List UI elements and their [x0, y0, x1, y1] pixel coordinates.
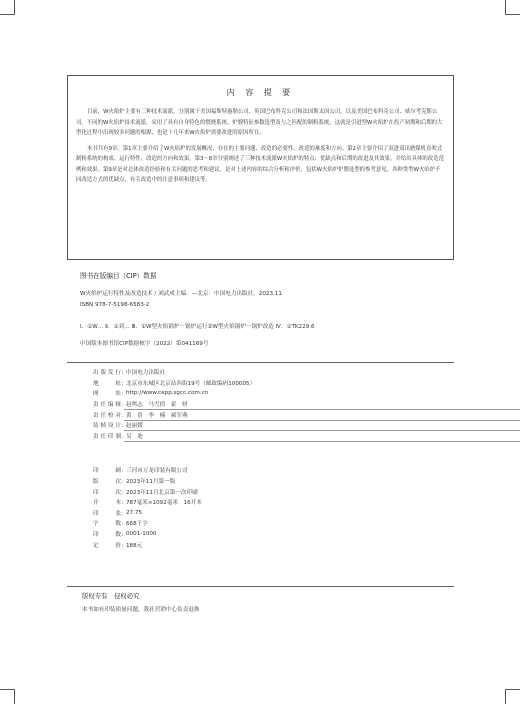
pub-label: 印 张: [93, 510, 121, 517]
pub-row: 版 次 ： 2023年11月第一版: [93, 476, 453, 487]
pub-value: 2023年11月北京第一次印刷: [126, 489, 198, 496]
pub-row: 印 数 ： 0001-1000: [93, 529, 453, 540]
cip-book-line: W火焰炉运行特性及改造技术 / 刘武成主编．—北京：中国电力出版社，2023.11: [80, 291, 282, 297]
pub-label: 印 数: [93, 532, 121, 539]
crop-mark-top-left: [0, 0, 15, 15]
pub-label: 定 价: [93, 542, 121, 549]
cip-record-number: 中国版本图书馆CIP数据核字（2022）第041169号: [80, 340, 209, 347]
website-link[interactable]: http://www.cepp.sgcc.com.cn: [126, 390, 209, 397]
pub-label: 责任编辑: [93, 402, 121, 409]
pub-label: 责任校对: [93, 412, 121, 419]
pub-label: 出版发行: [93, 370, 121, 377]
pub-label: 装帧设计: [93, 423, 121, 430]
pub-row: 网 址 ： http://www.cepp.sgcc.com.cn: [93, 388, 453, 399]
summary-paragraph-2: 本书共有9章。第1章主要介绍了W火焰炉的发展概况、存在的主要问题、改造的必要性、改造的难度和方向。第2章主要介绍了双进双出磨煤机直吹式制粉系统的构成、运行特性、改造的方向和效果。第3～8章分别阐述了三种技术流派W火焰炉的特点、优缺点和后期的改进及其效果，并给出具体的改造范例和效果。第9章是对总体改造经验和有关问题的思考和建议，是对上述内容的综合分析和评价，包括W火焰炉炉膛选型的参考意见，各种类型W火焰炉不同改造方式的优缺点，有关改造中的注意事项和建议等。: [76, 145, 444, 183]
pub-row: 地 址 ： 北京市东城区北京站西街19号（邮政编码100005）: [93, 378, 453, 389]
pub-row: 字 数 ： 668千字: [93, 518, 453, 529]
crop-mark-bottom-right: [505, 689, 520, 704]
cip-section: [80, 270, 460, 349]
pub-row: 印 张 ： 27.75: [93, 508, 453, 519]
pub-label: 地 址: [93, 380, 121, 387]
pub-row: 出版发行 ： 中国电力出版社: [93, 367, 453, 378]
pub-value: 中国电力出版社: [126, 370, 166, 377]
pub-value: 吴 迪: [126, 432, 453, 440]
pub-value: 188元: [126, 542, 143, 549]
pub-value: 三河市万龙印装有限公司: [126, 468, 188, 475]
pub-label: 版 次: [93, 479, 121, 486]
pub-label: 开 本: [93, 500, 121, 507]
pub-row: 责任编辑 ： 赵鸣志 马雪倩 霍 妍: [93, 399, 453, 410]
pub-value: 赵丽媛: [126, 421, 453, 429]
pub-row: 印 次 ： 2023年11月北京第一次印刷: [93, 486, 453, 497]
pub-value: 黄 蓓 李 楠 郝军燕: [126, 411, 453, 419]
publisher-info: [93, 367, 453, 550]
summary-box: [67, 75, 454, 260]
pub-row: 定 价 ： 188元: [93, 539, 453, 550]
cip-title: 图书在版编目（CIP）数据: [80, 272, 157, 280]
pub-label: 印 次: [93, 489, 121, 496]
pub-value: 668千字: [126, 521, 148, 528]
summary-title: 内 容 提 要: [226, 88, 295, 97]
pub-row: 印 刷 ： 三河市万龙印装有限公司: [93, 465, 453, 476]
pub-label: 网 址: [93, 391, 121, 398]
pub-row: 开 本 ： 787毫米×1092毫米 16开本: [93, 497, 453, 508]
pub-value: 0001-1000: [126, 531, 157, 538]
pub-label: 责任印制: [93, 433, 121, 440]
copyright-note: 本书如有印装质量问题，我社营销中心负责退换: [82, 607, 200, 613]
crop-mark-bottom-left: [0, 689, 15, 704]
pub-value: 27.75: [126, 509, 143, 516]
pub-label: 印 刷: [93, 468, 121, 475]
pub-label: 字 数: [93, 521, 121, 528]
pub-row: 装帧设计 ： 赵丽媛: [93, 420, 453, 431]
cip-isbn: ISBN 978-7-5198-6583-2: [80, 301, 150, 308]
divider-rule: [67, 586, 454, 587]
pub-row: 责任印制 ： 吴 迪: [93, 431, 453, 442]
crop-mark-top-right: [505, 0, 520, 15]
summary-paragraph-1: 目前，W火焰炉主要有三种技术流派，分别属于美国福斯特惠勒公司、英国巴布科克公司和法国斯太因公司，以及美国巴布科克公司、威尔考克斯公司。不同的W火焰炉技术流派，采用了具有自身特色的燃烧系统、炉膛特征参数选型及与之匹配的制粉系统。这就是引进型W火焰炉在投产初期和后期的大型化过程中出现较多问题的根源，也是十几年来W火焰炉需要改进的原因所在。: [76, 109, 443, 136]
pub-value: 赵鸣志 马雪倩 霍 妍: [126, 400, 453, 408]
copyright-title: 版权专有 侵权必究: [82, 592, 140, 600]
pub-value: 北京市东城区北京站西街19号（邮政编码100005）: [126, 380, 256, 387]
cip-classification: Ⅰ．①W… Ⅱ．①刘… Ⅲ．①W型火焰锅炉－锅炉运行②W型火焰锅炉－锅炉改造 Ⅳ．①TK229.6: [80, 324, 315, 330]
pub-value: 787毫米×1092毫米 16开本: [126, 500, 202, 507]
pub-row: 责任校对 ： 黄 蓓 李 楠 郝军燕: [93, 409, 453, 420]
divider-rule: [67, 362, 454, 363]
pub-value: 2023年11月第一版: [126, 479, 176, 486]
copyright-section: [82, 591, 199, 613]
